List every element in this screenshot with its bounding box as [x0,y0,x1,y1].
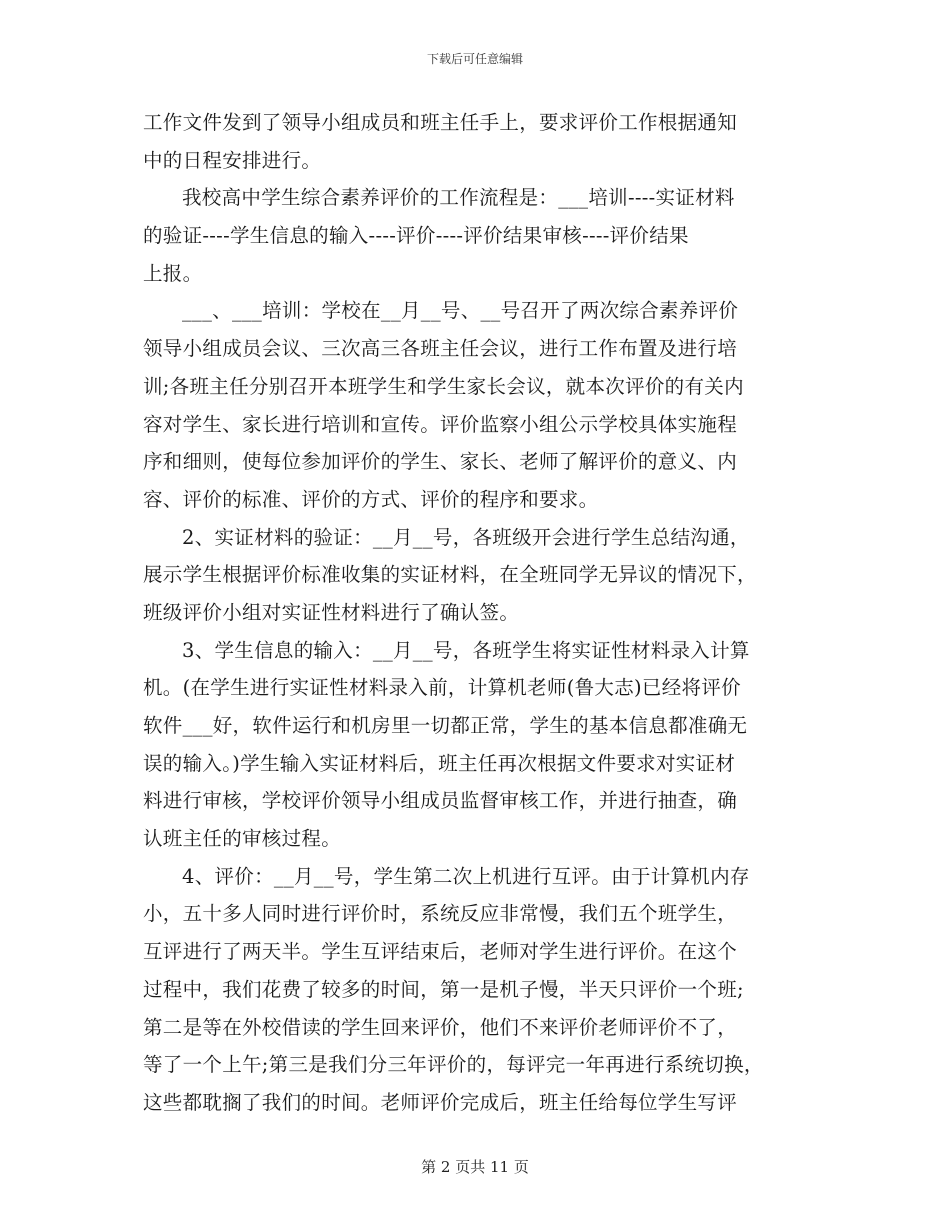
page-header: 下载后可任意编辑 [426,52,523,66]
text-line: 上报。 [143,261,203,285]
text-line: 第二是等在外校借读的学生回来评价，他们不来评价老师评价不了， [143,1015,738,1039]
text-line: 3、学生信息的输入：__月__号，各班学生将实证性材料录入计算 [182,638,750,662]
text-line: 过程中，我们花费了较多的时间，第一是机子慢，半天只评价一个班; [143,977,744,1001]
text-line: 机。(在学生进行实证性材料录入前，计算机老师(鲁大志)已经将评价 [143,676,741,700]
text-line: 我校高中学生综合素养评价的工作流程是：___培训----实证材料 [182,186,735,210]
text-line: 料进行审核，学校评价领导小组成员监督审核工作，并进行抽查，确 [143,789,738,813]
text-line: 领导小组成员会议、三次高三各班主任会议，进行工作布置及进行培 [143,337,738,361]
text-line: 容、评价的标准、评价的方式、评价的程序和要求。 [143,487,599,511]
text-line: ___、___培训：学校在__月__号、__号召开了两次综合素养评价 [182,299,739,323]
text-line: 中的日程安排进行。 [143,148,322,172]
text-line: 训;各班主任分别召开本班学生和学生家长会议，就本次评价的有关内 [143,374,744,398]
document-body [143,104,811,1122]
text-line: 容对学生、家长进行培训和宣传。评价监察小组公示学校具体实施程 [143,412,738,436]
text-line: 的验证----学生信息的输入----评价----评价结果审核----评价结果 [143,224,689,248]
text-line: 认班主任的审核过程。 [143,827,342,851]
page-footer: 第 2 页共 11 页 [421,1158,529,1176]
text-line: 展示学生根据评价标准收集的实证材料，在全班同学无异议的情况下， [143,563,757,587]
text-line: 互评进行了两天半。学生互评结束后，老师对学生进行评价。在这个 [143,940,738,964]
text-line: 误的输入。)学生输入实证材料后，班主任再次根据文件要求对实证材 [143,751,736,775]
text-line: 这些都耽搁了我们的时间。老师评价完成后，班主任给每位学生写评 [143,1090,738,1114]
text-line: 工作文件发到了领导小组成员和班主任手上，要求评价工作根据通知 [143,111,738,134]
text-line: 软件___好，软件运行和机房里一切都正常，学生的基本信息都准确无 [143,714,748,737]
text-line: 序和细则，使每位参加评价的学生、家长、老师了解评价的意义、内 [143,450,738,474]
text-line: 4、评价：__月__号，学生第二次上机进行互评。由于计算机内存 [182,864,750,888]
text-line: 小，五十多人同时进行评价时，系统反应非常慢，我们五个班学生， [143,902,738,926]
text-line: 等了一个上午;第三是我们分三年评价的，每评完一年再进行系统切换， [143,1053,764,1077]
text-line: 2、实证材料的验证：__月__号，各班级开会进行学生总结沟通， [182,525,750,549]
text-line: 班级评价小组对实证性材料进行了确认签。 [143,600,520,624]
